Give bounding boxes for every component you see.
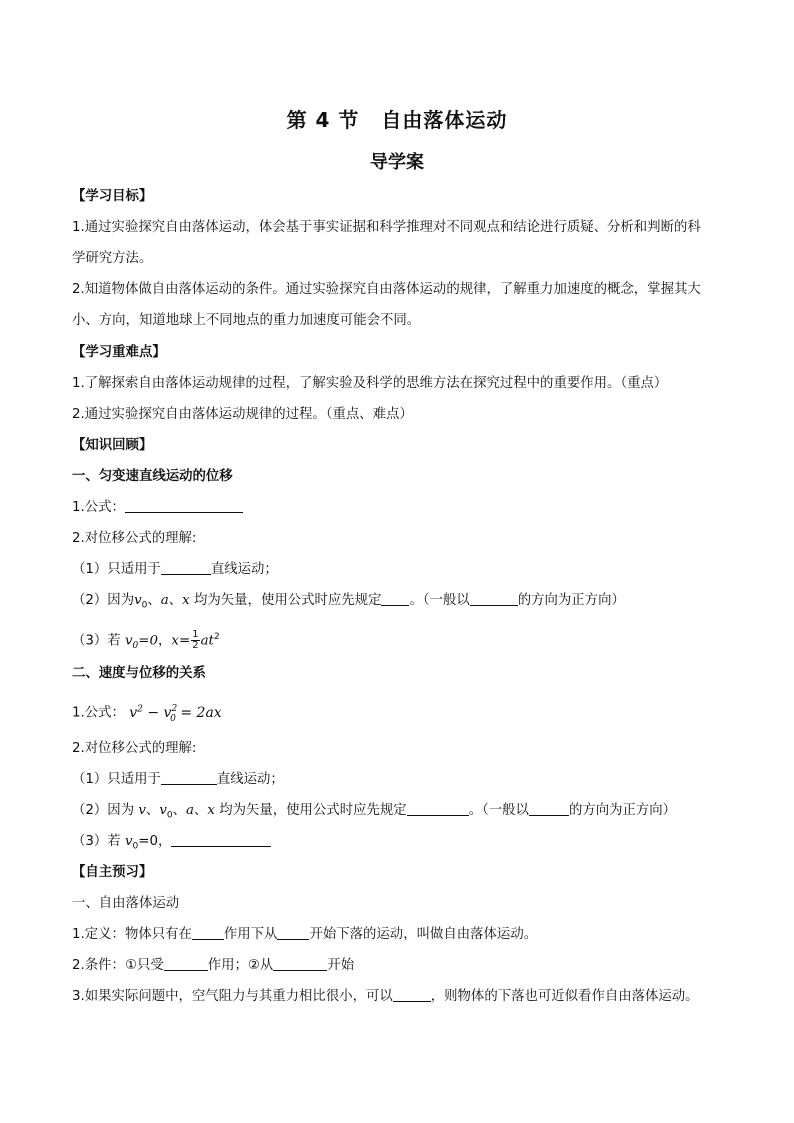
formula-rest: = 2ax (175, 704, 222, 721)
item-text: 均为矢量，使用公式时应先规定 (214, 803, 407, 818)
item-text: 1.定义：物体只有在 (72, 927, 192, 942)
item-text: （2）因为 (72, 593, 135, 608)
review-item-2 (72, 592, 625, 615)
superscript: 2 (213, 632, 220, 642)
fill-blank[interactable] (161, 561, 211, 575)
numerator: 1 (192, 628, 199, 640)
goal-1-line-1: 1.通过实验探究自由落体运动，体会基于事实证据和科学推理对不同观点和结论进行质疑、分析和判断的科 (72, 220, 701, 235)
key-point-2: 2.通过实验探究自由落体运动规律的过程。（重点、难点） (72, 407, 413, 422)
subscript: 0 (141, 600, 148, 611)
item-text: （2）因为 (72, 803, 139, 818)
review-formula-line (72, 499, 243, 517)
formula-label: 1.公式： (72, 705, 125, 721)
item-text: （1）只适用于 (72, 562, 161, 577)
item-text: 直线运动； (216, 772, 284, 787)
review-item-3b (72, 833, 271, 856)
fill-blank[interactable] (393, 988, 431, 1002)
item-text: 的方向为正方向） (568, 803, 677, 818)
item-text: 3.如果实际问题中，空气阻力与其重力相比很小，可以 (72, 989, 393, 1004)
fill-blank[interactable] (125, 499, 243, 513)
fill-blank[interactable] (529, 802, 569, 816)
goal-2-line-2: 小、方向，知道地球上不同地点的重力加速度可能会不同。 (72, 313, 421, 328)
item-text: =0 (138, 633, 159, 649)
title-topic: 自由落体运动 (381, 108, 508, 132)
item-text: 、 (168, 593, 183, 608)
heading-review: 【知识回顾】 (72, 438, 153, 453)
symbol-v: v (124, 834, 133, 849)
item-text: 、 (145, 803, 160, 818)
fill-blank[interactable] (470, 592, 518, 606)
title-section-number: 第 4 节 (286, 108, 360, 132)
fill-blank[interactable] (277, 926, 309, 940)
key-point-1: 1.了解探索自由落体运动规律的过程，了解实验及科学的思维方法在探究过程中的重要作用。（重点） (72, 376, 668, 391)
symbol-v: v (134, 593, 142, 608)
item-text: 、 (194, 803, 208, 818)
item-text: （1）只适用于 (72, 772, 161, 787)
preview-approximation (72, 988, 699, 1006)
symbol-x: x (207, 803, 215, 818)
heading-learning-goals: 【学习目标】 (72, 189, 153, 204)
fill-blank[interactable] (164, 957, 208, 971)
item-text: 的方向为正方向） (517, 593, 625, 608)
fill-blank[interactable] (273, 957, 327, 971)
item-text: = (178, 633, 191, 649)
denominator: 2 (192, 639, 199, 651)
item-text: （3）若 (72, 834, 125, 849)
symbol-a: a (186, 803, 194, 818)
preview-definition (72, 926, 537, 944)
item-text: （3）若 (72, 633, 125, 649)
item-text: 直线运动； (210, 562, 278, 577)
subscript: 0 (132, 841, 139, 852)
review-subheading-2: 二、速度与位移的关系 (72, 666, 206, 681)
goal-1-line-2: 学研究方法。 (72, 251, 153, 266)
review-item-3 (72, 628, 220, 655)
fill-blank[interactable] (407, 802, 469, 816)
symbol-v: v (129, 704, 138, 721)
item-text: 、 (147, 593, 161, 608)
review-item-1 (72, 561, 278, 579)
item-text: ， (158, 633, 172, 649)
symbol-v: v (163, 704, 172, 721)
review-formula-line-2 (72, 700, 222, 727)
item-text: 作用下从 (223, 927, 278, 942)
item-text: ，则物体的下落也可近似看作自由落体运动。 (430, 989, 699, 1004)
symbol-v: v (124, 633, 133, 649)
item-text: 开始下落的运动，叫做自由落体运动。 (309, 927, 538, 942)
symbol-v: v (138, 803, 146, 818)
review-item-2b (72, 802, 676, 825)
item-text: 、 (172, 803, 187, 818)
operator: − (142, 704, 164, 721)
fill-blank[interactable] (381, 592, 409, 606)
formula-label: 1.公式： (72, 500, 125, 515)
item-text: 作用；②从 (207, 958, 274, 973)
page-subtitle: 导学案 (370, 152, 424, 173)
item-text: 开始 (327, 958, 355, 973)
item-text: 。（一般以 (468, 803, 529, 818)
review-understanding: 2.对位移公式的理解: (72, 531, 197, 546)
item-text: 2.条件：①只受 (72, 958, 164, 973)
symbol-x: x (182, 593, 190, 608)
symbol-v: v (159, 803, 167, 818)
review-subheading-1: 一、匀变速直线运动的位移 (72, 469, 233, 484)
review-item-1b (72, 771, 284, 789)
fill-blank[interactable] (161, 771, 217, 785)
page-title (0, 104, 794, 133)
symbol-x: x (171, 633, 179, 649)
subscript: 0 (132, 641, 139, 652)
fill-blank[interactable] (171, 833, 271, 847)
symbol-a: a (160, 593, 169, 608)
item-text: 。（一般以 (409, 593, 470, 608)
heading-key-points: 【学习重难点】 (72, 345, 166, 360)
item-text: =0， (138, 834, 172, 849)
subscript: 0 (166, 810, 173, 821)
preview-subheading-1: 一、自由落体运动 (72, 896, 180, 911)
item-text: 均为矢量，使用公式时应先规定 (189, 593, 382, 608)
fraction-half (191, 630, 199, 651)
preview-condition (72, 957, 354, 975)
superscript: 2 (137, 704, 143, 714)
review-understanding-2: 2.对位移公式的理解: (72, 741, 197, 756)
velocity-displacement-formula (129, 704, 222, 724)
heading-preview: 【自主预习】 (72, 865, 153, 880)
fill-blank[interactable] (192, 926, 224, 940)
superscript: 2 (171, 704, 178, 714)
subscript: 0 (170, 713, 176, 724)
symbol-at: at (200, 633, 214, 649)
goal-2-line-1: 2.知道物体做自由落体运动的条件。通过实验探究自由落体运动的规律，了解重力加速度的概念，掌握其大 (72, 282, 701, 297)
